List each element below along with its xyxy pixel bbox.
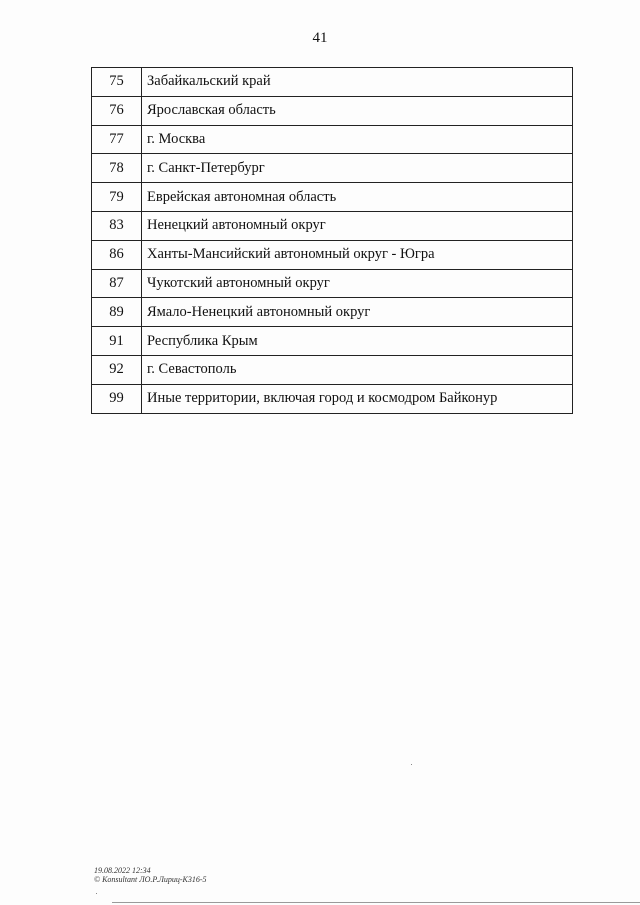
region-code: 91 <box>92 327 142 356</box>
region-code: 75 <box>92 68 142 97</box>
scan-speck <box>411 764 412 765</box>
region-code: 83 <box>92 211 142 240</box>
region-name: Ярославская область <box>142 96 573 125</box>
table-row <box>92 154 573 183</box>
region-code: 86 <box>92 240 142 269</box>
document-footer <box>94 866 207 884</box>
footer-file-reference: © Konsultant ЛО.Р.Лириц-К316-5 <box>94 875 207 884</box>
table-row <box>92 269 573 298</box>
table-row <box>92 240 573 269</box>
table-row <box>92 327 573 356</box>
region-code: 99 <box>92 384 142 413</box>
table-row <box>92 384 573 413</box>
table-body <box>92 68 573 414</box>
region-name: Ненецкий автономный округ <box>142 211 573 240</box>
region-codes-table <box>91 67 573 414</box>
region-name: Ханты-Мансийский автономный округ - Югра <box>142 240 573 269</box>
table-row <box>92 183 573 212</box>
region-name: г. Санкт-Петербург <box>142 154 573 183</box>
table-row <box>92 355 573 384</box>
region-name: Чукотский автономный округ <box>142 269 573 298</box>
region-code: 92 <box>92 355 142 384</box>
region-code: 79 <box>92 183 142 212</box>
region-code: 89 <box>92 298 142 327</box>
table-row <box>92 96 573 125</box>
table-row <box>92 125 573 154</box>
region-name: г. Москва <box>142 125 573 154</box>
table-row <box>92 68 573 97</box>
region-name: Еврейская автономная область <box>142 183 573 212</box>
region-name: Ямало-Ненецкий автономный округ <box>142 298 573 327</box>
region-code: 77 <box>92 125 142 154</box>
region-name: Забайкальский край <box>142 68 573 97</box>
region-name: г. Севастополь <box>142 355 573 384</box>
region-name: Иные территории, включая город и космодром Байконур <box>142 384 573 413</box>
scan-speck <box>96 893 97 894</box>
table-row <box>92 298 573 327</box>
region-code: 87 <box>92 269 142 298</box>
region-code: 78 <box>92 154 142 183</box>
table-row <box>92 211 573 240</box>
scan-bottom-edge <box>112 902 640 903</box>
page-number: 41 <box>312 30 328 46</box>
region-name: Республика Крым <box>142 327 573 356</box>
region-code: 76 <box>92 96 142 125</box>
footer-timestamp: 19.08.2022 12:34 <box>94 866 151 875</box>
